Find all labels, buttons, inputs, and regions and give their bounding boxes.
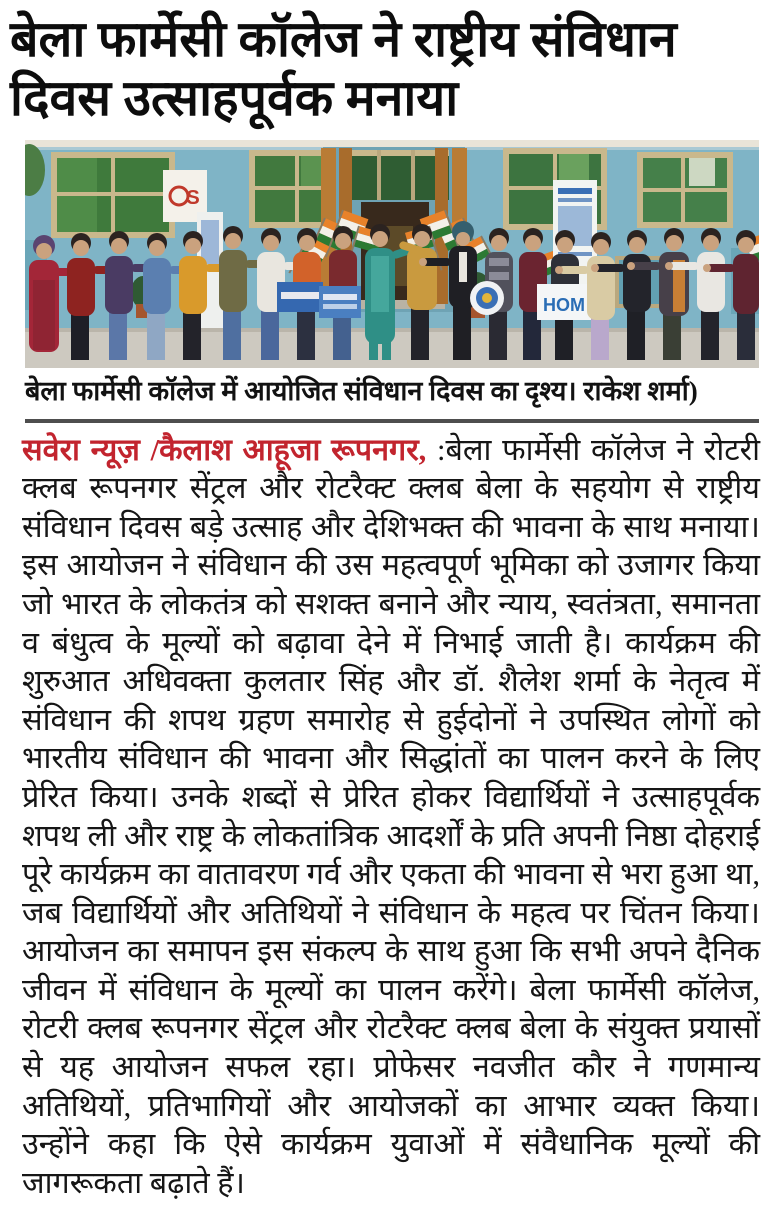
photo-caption: बेला फार्मेसी कॉलेज में आयोजित संविधान दिवस का दृश्य। राकेश शर्मा) (25, 376, 698, 406)
headline: बेला फार्मेसी कॉलेज ने राष्ट्रीय संविधान दिवस उत्साहपूर्वक मनाया (10, 11, 677, 126)
body-text: :बेला फार्मेसी कॉलेज ने रोटरी क्लब रूपनगर सेंट्रल और रोटरैक्ट क्लब बेला के सहयोग से राष्ट्रीय संविधान दिवस बड़े उत्साह और देशिभक्त की भावना के साथ मनाया। इस आयोजन ने संविधान की उस महत्वपूर्ण भूमिका को उजागर किया जो भारत के लोकतंत्र को सशक्त बनाने और न्याय, स्वतंत्रता, समानता व बंधुत्व के मूल्यों को बढ़ावा देने में निभाई जाती है। कार्यक्रम की शुरुआत अधिवक्ता कुलतार सिंह और डॉ. शैलेश शर्मा के नेतृत्व में संविधान की शपथ ग्रहण समारोह से हुईदोनों ने उपस्थित लोगों को भारतीय संविधान की भावना और सिद्धांतों का पालन करने के लिए प्रेरित किया। उनके शब्दों से प्रेरित होकर विद्यार्थियों ने उत्साहपूर्वक शपथ ली और राष्ट्र के लोकतांत्रिक आदर्शों के प्रति अपनी निष्ठा दोहराई पूरे कार्यक्रम का वातावरण गर्व और एकता की भावना से भरा हुआ था, जब विद्यार्थियों और अतिथियों ने संविधान के महत्व पर चिंतन किया। आयोजन का समापन इस संकल्प के साथ हुआ कि सभी अपने दैनिक जीवन में संविधान के मूल्यों का पालन करेंगे। बेला फार्मेसी कॉलेज, रोटरी क्लब रूपनगर सेंट्रल और रोटरैक्ट क्लब बेला के संयुक्त प्रयासों से यह आयोजन सफल रहा। प्रोफेसर नवजीत कौर ने गणमान्य अतिथियों, प्रतिभागियों और आयोजकों का आभार व्यक्त किया। उन्होंने कहा कि ऐसे कार्यक्रम युवाओं में संवैधानिक मूल्यों की जागरूकता बढ़ाते हैं। (22, 432, 760, 1200)
hom-sign-text: HOM (543, 295, 585, 315)
poster-letter: S (186, 187, 200, 209)
window (51, 152, 175, 238)
hom-sign (537, 284, 591, 320)
byline: सवेरा न्यूज़ /कैलाश आहूजा रूपनगर, (22, 432, 427, 467)
section-divider (25, 419, 759, 423)
article-body (22, 431, 760, 1203)
article-photo-container (25, 140, 760, 368)
article-photo (25, 140, 759, 368)
window (637, 152, 733, 228)
